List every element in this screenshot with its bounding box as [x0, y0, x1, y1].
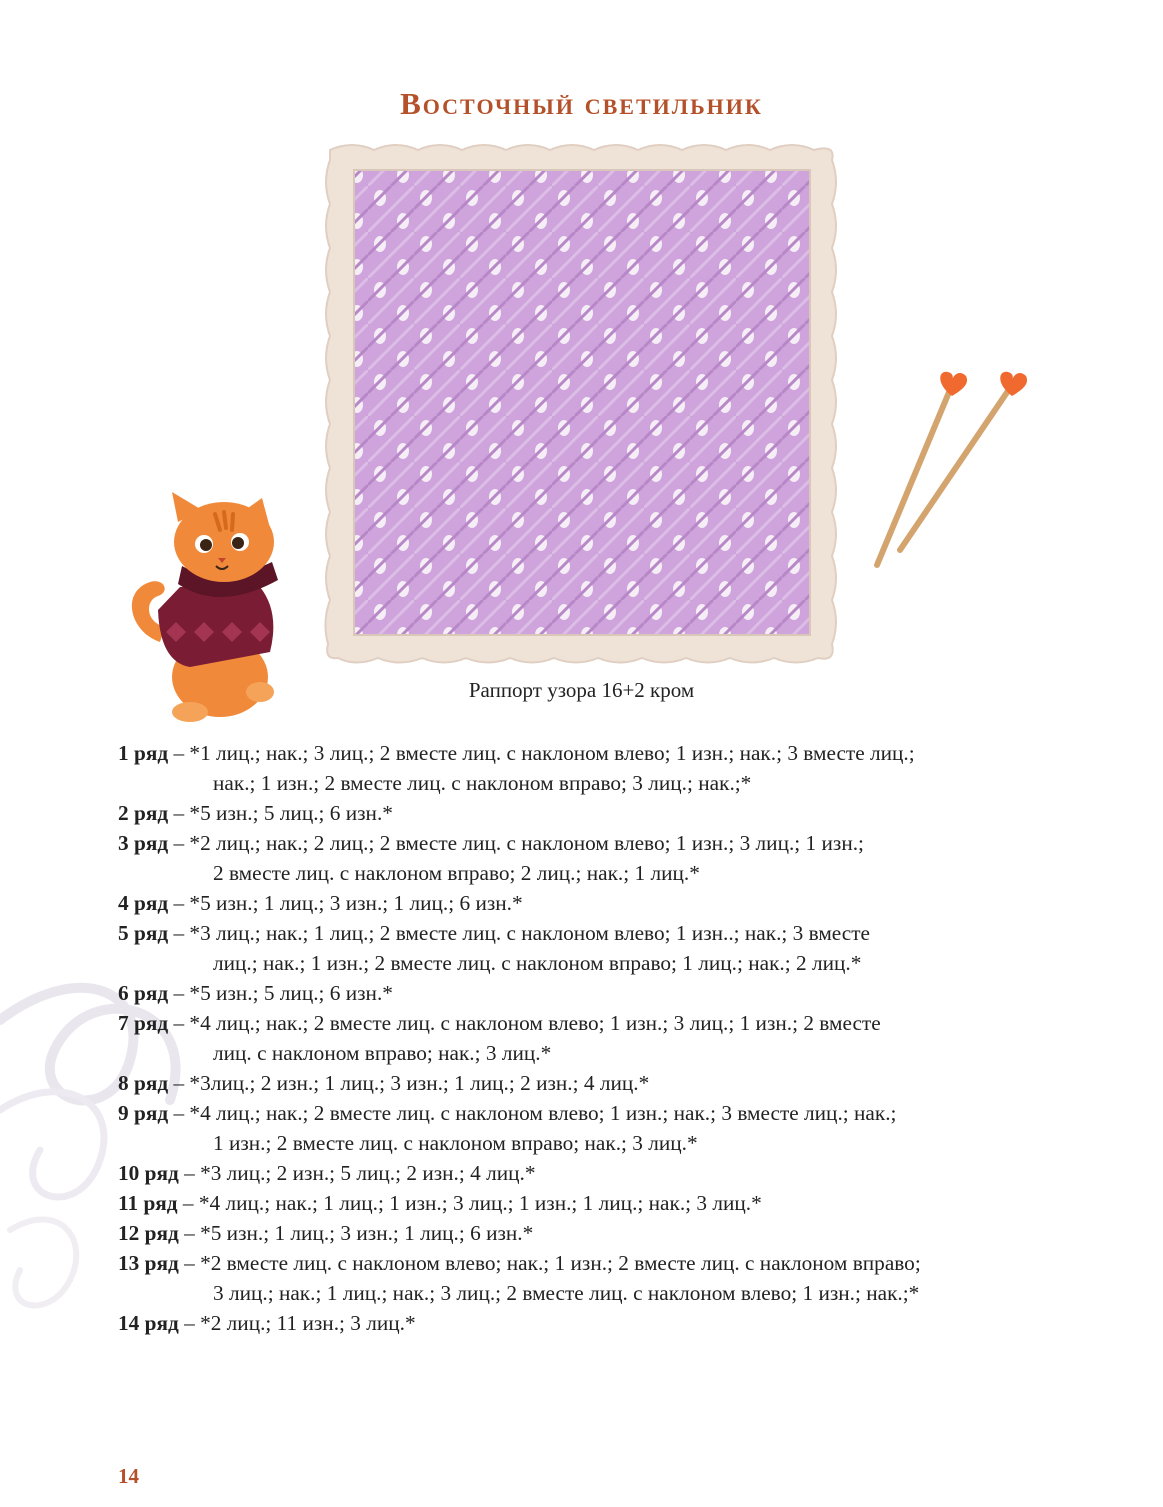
row-text-line1: *3лиц.; 2 изн.; 1 лиц.; 3 изн.; 1 лиц.; 2 изн.; 4 лиц.* [189, 1071, 650, 1095]
knitting-swatch-icon [322, 140, 840, 667]
row-text-line2: 1 изн.; 2 вместе лиц. с наклоном вправо; нак.; 3 лиц.* [213, 1131, 698, 1155]
row-text-line1: *5 изн.; 1 лиц.; 3 изн.; 1 лиц.; 6 изн.* [200, 1221, 534, 1245]
row-label: 5 ряд [118, 921, 169, 945]
row-label: 10 ряд [118, 1161, 179, 1185]
row-dash: – [168, 1071, 190, 1095]
instruction-row [118, 798, 1078, 828]
instruction-row [118, 1188, 1078, 1218]
instruction-row [118, 1008, 1078, 1068]
row-text-line1: *1 лиц.; нак.; 3 лиц.; 2 вместе лиц. с наклоном влево; 1 изн.; нак.; 3 вместе лиц.; [189, 741, 915, 765]
instruction-row [118, 1218, 1078, 1248]
row-text-line1: *5 изн.; 5 лиц.; 6 изн.* [189, 801, 393, 825]
row-text-line2: лиц. с наклоном вправо; нак.; 3 лиц.* [213, 1041, 552, 1065]
pattern-repeat-caption: Раппорт узора 16+2 кром [468, 678, 695, 702]
row-text-line1: *2 лиц.; нак.; 2 лиц.; 2 вместе лиц. с наклоном влево; 1 изн.; 3 лиц.; 1 изн.; [189, 831, 864, 855]
row-dash: – [168, 1011, 190, 1035]
row-label: 1 ряд [118, 741, 169, 765]
row-dash: – [178, 1251, 201, 1275]
row-text-line1: *3 лиц.; нак.; 1 лиц.; 2 вместе лиц. с наклоном влево; 1 изн..; нак.; 3 вместе [189, 921, 870, 945]
instruction-row [118, 1158, 1078, 1188]
instruction-row [118, 1068, 1078, 1098]
row-text-line1: *3 лиц.; 2 изн.; 5 лиц.; 2 изн.; 4 лиц.* [200, 1161, 536, 1185]
row-dash: – [168, 741, 190, 765]
row-label: 3 ряд [118, 831, 169, 855]
instruction-row [118, 1098, 1078, 1158]
row-label: 2 ряд [118, 801, 169, 825]
row-dash: – [168, 891, 190, 915]
page-title: Восточный светильник [400, 86, 763, 121]
row-text-line2: 2 вместе лиц. с наклоном вправо; 2 лиц.; нак.; 1 лиц.* [213, 861, 700, 885]
row-label: 8 ряд [118, 1071, 169, 1095]
row-label: 6 ряд [118, 981, 169, 1005]
row-text-line1: *2 лиц.; 11 изн.; 3 лиц.* [200, 1311, 416, 1335]
row-text-line1: *5 изн.; 1 лиц.; 3 изн.; 1 лиц.; 6 изн.* [189, 891, 523, 915]
row-label: 11 ряд [118, 1191, 178, 1215]
row-text-line2: 3 лиц.; нак.; 1 лиц.; нак.; 3 лиц.; 2 вместе лиц. с наклоном влево; 1 изн.; нак.;* [213, 1281, 920, 1305]
row-dash: – [168, 831, 190, 855]
row-text-line1: *2 вместе лиц. с наклоном влево; нак.; 1 изн.; 2 вместе лиц. с наклоном вправо; [200, 1251, 921, 1275]
row-dash: – [178, 1311, 201, 1335]
row-label: 13 ряд [118, 1251, 179, 1275]
row-text-line1: *4 лиц.; нак.; 2 вместе лиц. с наклоном влево; 1 изн.; 3 лиц.; 1 изн.; 2 вместе [189, 1011, 881, 1035]
instruction-row [118, 978, 1078, 1008]
knitting-needles-icon [862, 360, 1042, 575]
instruction-row [118, 738, 1078, 798]
instruction-row [118, 1308, 1078, 1338]
row-dash: – [168, 981, 190, 1005]
instruction-row [118, 918, 1078, 978]
instruction-row [118, 888, 1078, 918]
row-label: 9 ряд [118, 1101, 169, 1125]
row-text-line2: лиц.; нак.; 1 изн.; 2 вместе лиц. с наклоном вправо; 1 лиц.; нак.; 2 лиц.* [213, 951, 862, 975]
row-label: 4 ряд [118, 891, 169, 915]
row-dash: – [168, 1101, 190, 1125]
row-dash: – [168, 801, 190, 825]
row-text-line1: *4 лиц.; нак.; 2 вместе лиц. с наклоном влево; 1 изн.; нак.; 3 вместе лиц.; нак.; [189, 1101, 897, 1125]
page-number: 14 [118, 1464, 139, 1488]
row-dash: – [178, 1221, 201, 1245]
row-dash: – [177, 1191, 199, 1215]
instruction-row [118, 1248, 1078, 1308]
row-label: 7 ряд [118, 1011, 169, 1035]
knitting-instructions [118, 738, 1078, 1338]
row-text-line2: нак.; 1 изн.; 2 вместе лиц. с наклоном вправо; 3 лиц.; нак.;* [213, 771, 752, 795]
row-label: 14 ряд [118, 1311, 179, 1335]
row-text-line1: *5 изн.; 5 лиц.; 6 изн.* [189, 981, 393, 1005]
row-text-line1: *4 лиц.; нак.; 1 лиц.; 1 изн.; 3 лиц.; 1 изн.; 1 лиц.; нак.; 3 лиц.* [198, 1191, 762, 1215]
instruction-row [118, 828, 1078, 888]
row-label: 12 ряд [118, 1221, 179, 1245]
row-dash: – [168, 921, 190, 945]
row-dash: – [178, 1161, 201, 1185]
